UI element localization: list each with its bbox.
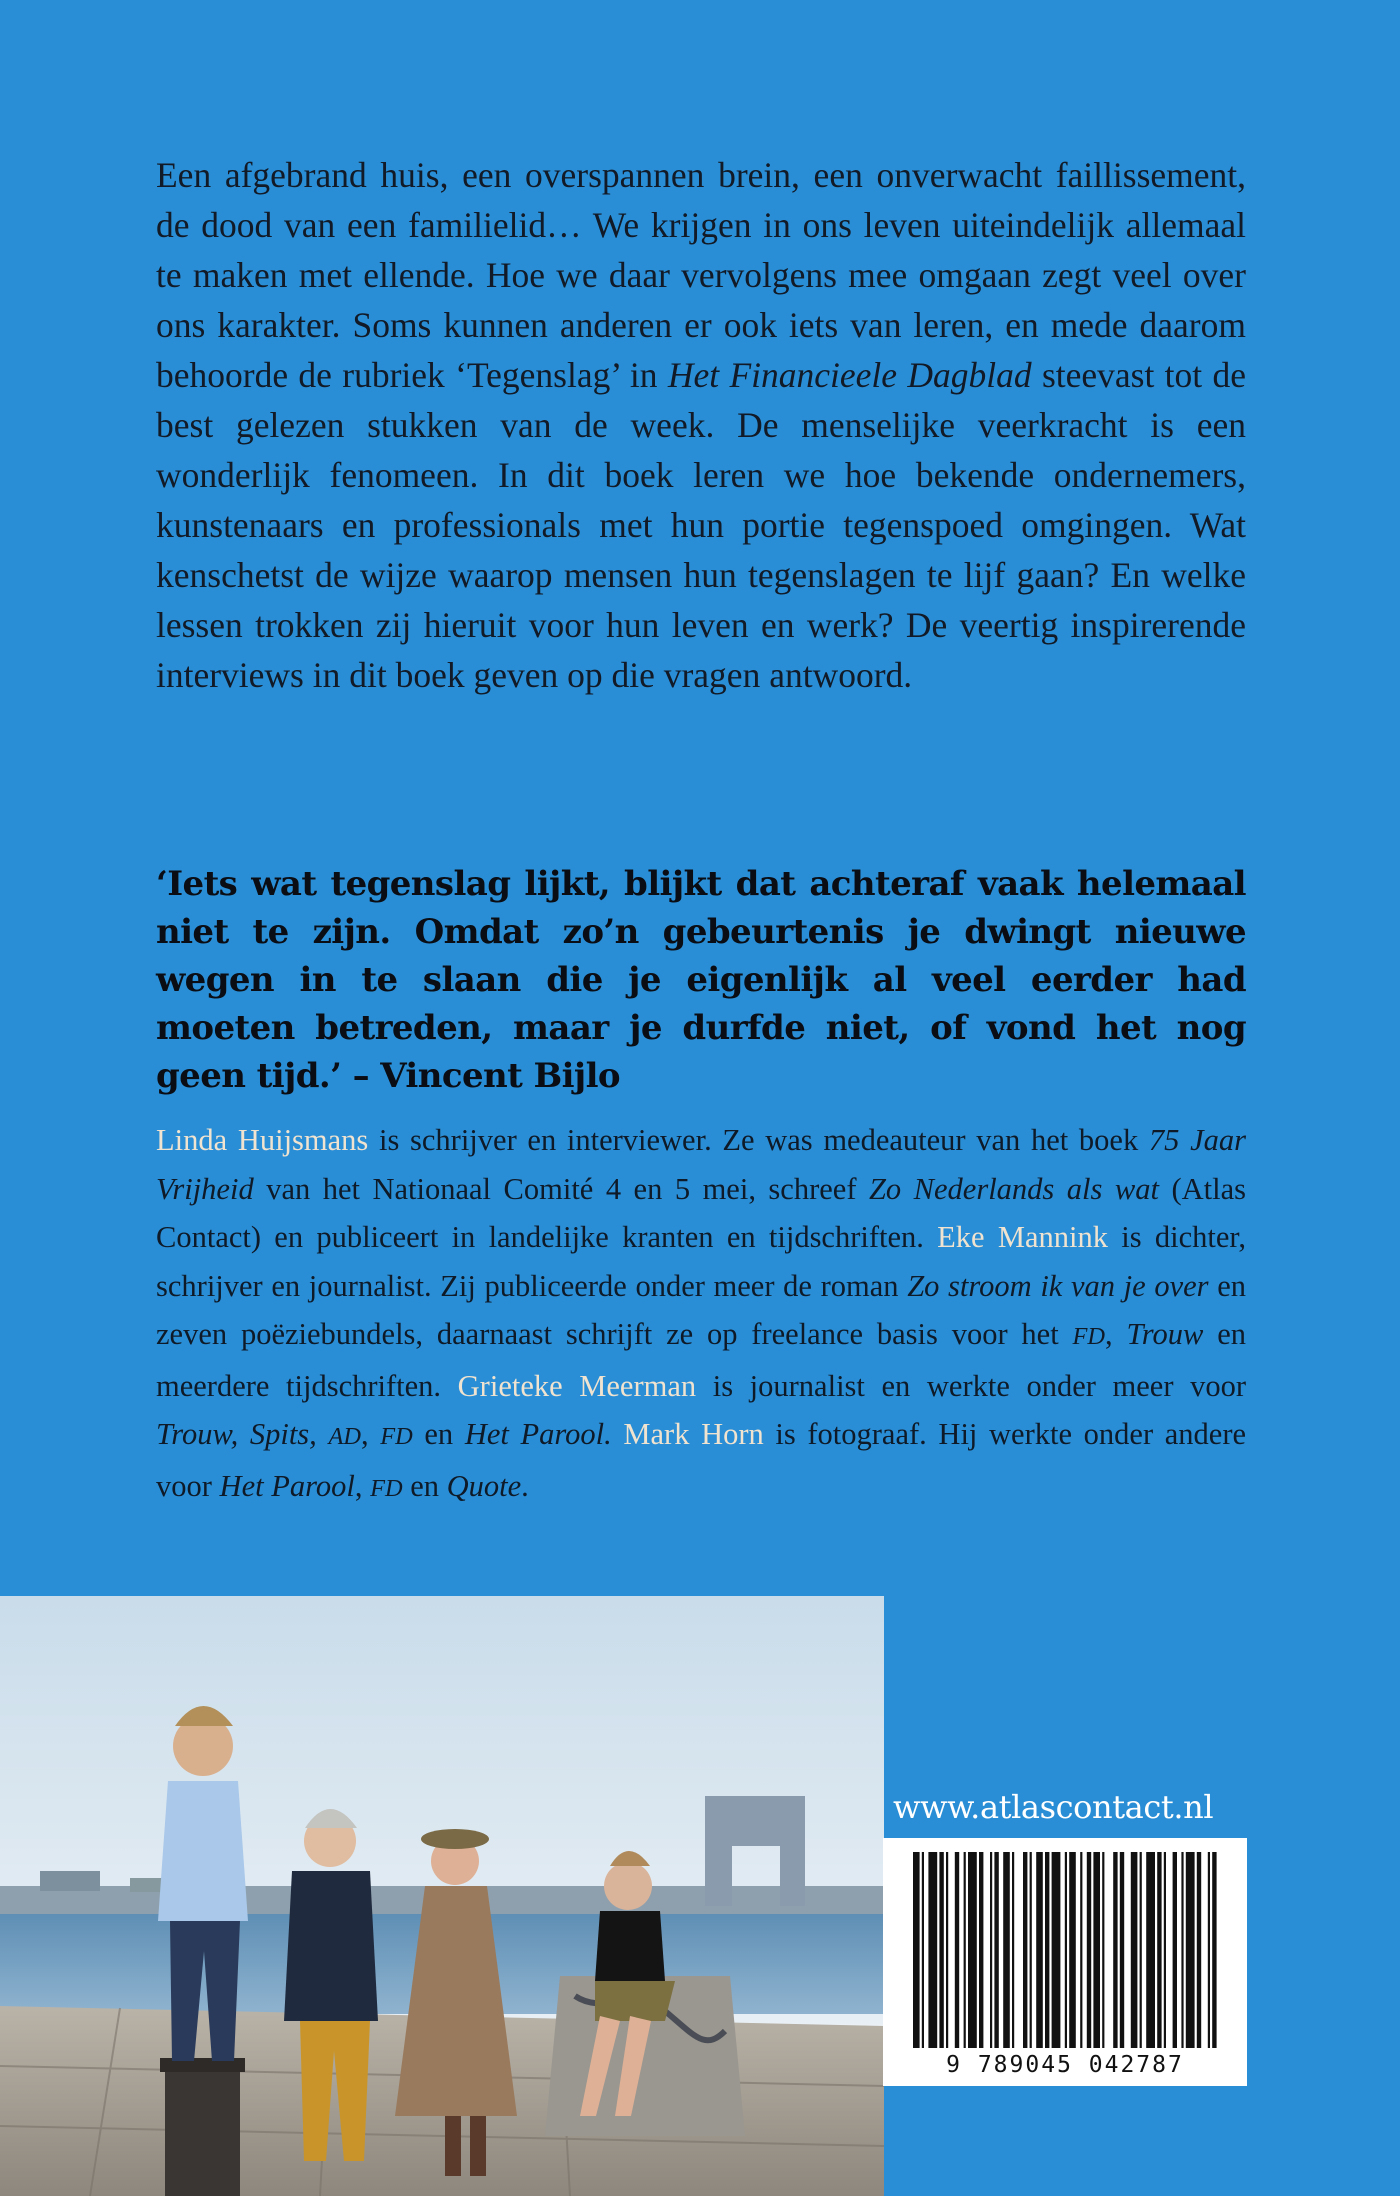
publisher-url: www.atlascontact.nl bbox=[893, 1788, 1214, 1826]
author-name-linda: Linda Huijsmans bbox=[156, 1123, 369, 1157]
barcode-bar bbox=[1065, 1852, 1067, 2048]
barcode-bar bbox=[994, 1852, 998, 2048]
barcode-bar bbox=[990, 1852, 992, 2048]
barcode-bar bbox=[1120, 1852, 1124, 2048]
barcode-bar bbox=[1036, 1852, 1043, 2048]
isbn-barcode bbox=[883, 1838, 1247, 2086]
newspaper-title: Het Financieele Dagblad bbox=[667, 355, 1032, 395]
publication-trouw: Trouw bbox=[1126, 1317, 1204, 1351]
barcode-bars bbox=[883, 1838, 1247, 2086]
barcode-bar bbox=[1212, 1852, 1216, 2048]
barcode-bar bbox=[922, 1852, 924, 2048]
barcode-bar bbox=[1087, 1852, 1091, 2048]
barcode-bar bbox=[1003, 1852, 1010, 2048]
barcode-bar bbox=[1080, 1852, 1082, 2048]
book-title: Zo Nederlands als wat bbox=[868, 1171, 1159, 1206]
barcode-bar bbox=[1113, 1852, 1117, 2048]
barcode-bar bbox=[913, 1852, 920, 2048]
barcode-bar bbox=[1131, 1852, 1138, 2048]
photographer-name-mark: Mark Horn bbox=[623, 1417, 764, 1451]
author-group-photo bbox=[0, 1596, 884, 2196]
book-title: 75 Jaar Vrijheid bbox=[156, 1123, 1246, 1206]
barcode-bar bbox=[1045, 1852, 1049, 2048]
blurb-text bbox=[156, 150, 1246, 700]
author-bios: Linda Huijsmans is schrijver en interviewer. Ze was medeauteur van het boek 75 Jaar Vrijheid van het Nationaal Comité 4 en 5 mei, schreef Zo Nederlands als wat (Atlas Contact) en publiceert in landelijke kranten en tijdschriften. Eke Mannink is dichter, schrijver en journalist. Zij publiceerde onder meer de roman Zo stroom ik van je over en zeven poëziebundels, daarnaast schrijft ze op freelance basis voor het FD, Trouw en meerdere tijdschriften. Grieteke Meerman is journalist en werkte onder meer voor Trouw, Spits, AD, FD en Het Parool. Mark Horn is fotograaf. Hij werkte onder andere voor Het Parool, FD en Quote. bbox=[156, 1123, 1247, 1503]
blurb-part: steevast tot de best gelezen stukken van de week. De menselijke veerkracht is een wonderlijk fenomeen. In dit boek leren we hoe bekende ondernemers, kunstenaars en professionals met hun portie tegenspoed omgingen. Wat kenschetst de wijze waarop mensen hun tegenslagen te lijf gaan? En welke lessen trokken zij hieruit voor hun leven en werk? De veertig inspirerende interviews in dit boek geven op die vragen antwoord. bbox=[156, 355, 1246, 695]
barcode-bar bbox=[1157, 1852, 1161, 2048]
author-name-eke: Eke Mannink bbox=[937, 1220, 1108, 1254]
barcode-bar bbox=[1208, 1852, 1210, 2048]
barcode-bar bbox=[955, 1852, 959, 2048]
barcode-bar bbox=[1030, 1852, 1032, 2048]
publication-quote: Quote bbox=[446, 1468, 522, 1503]
barcode-bar bbox=[1012, 1852, 1014, 2048]
publication-ad: AD bbox=[328, 1423, 361, 1450]
barcode-bar bbox=[939, 1852, 943, 2048]
barcode-bar bbox=[1093, 1852, 1100, 2048]
barcode-bar bbox=[928, 1852, 937, 2048]
publication-fd: FD bbox=[1072, 1323, 1106, 1350]
publication-fd: FD bbox=[380, 1423, 413, 1450]
barcode-bar bbox=[1102, 1852, 1104, 2048]
barcode-bar bbox=[968, 1852, 977, 2048]
barcode-bar bbox=[1186, 1852, 1195, 2048]
barcode-bar bbox=[1181, 1852, 1183, 2048]
blurb-part: Een afgebrand huis, een overspannen brein, een onverwacht faillissement, de dood van een familielid… We krijgen in ons leven uiteindelijk allemaal te maken met ellende. Hoe we daar vervolgens mee omgaan zegt veel over ons karakter. Soms kunnen anderen er ook iets van leren, en mede daarom behoorde de rubriek ‘Tegenslag’ in bbox=[156, 155, 1246, 395]
isbn-digits: 9 789045 042787 bbox=[946, 2052, 1184, 2078]
author-name-grieteke: Grieteke Meerman bbox=[457, 1368, 697, 1403]
publication-fd: FD bbox=[370, 1474, 403, 1502]
quote-text: ‘Iets wat tegenslag lijkt, blijkt dat achteraf vaak helemaal niet te zijn. Omdat zo’n gebeurtenis je dwingt nieuwe wegen in te slaan die je eigenlijk al veel eerder had moeten betreden, maar je durfde niet, of vond het nog geen tijd.’ – Vincent Bijlo bbox=[156, 864, 1246, 1096]
photo-illustration bbox=[0, 1596, 884, 2196]
barcode-bar bbox=[946, 1852, 948, 2048]
barcode-bar bbox=[964, 1852, 966, 2048]
barcode-bar bbox=[1023, 1852, 1027, 2048]
publication-trouw-spits: Trouw, Spits, bbox=[156, 1417, 317, 1451]
barcode-bar bbox=[1140, 1852, 1142, 2048]
barcode-bar bbox=[1052, 1852, 1061, 2048]
barcode-bar bbox=[979, 1852, 983, 2048]
publication-parool: Het Parool bbox=[219, 1468, 355, 1503]
publication-parool: Het Parool. bbox=[464, 1417, 612, 1451]
barcode-bar bbox=[1069, 1852, 1076, 2048]
barcode-bar bbox=[1146, 1852, 1155, 2048]
barcode-bar bbox=[1197, 1852, 1201, 2048]
book-title: Zo stroom ik van je over bbox=[907, 1268, 1209, 1303]
barcode-bar bbox=[1173, 1852, 1177, 2048]
barcode-bar bbox=[1164, 1852, 1166, 2048]
